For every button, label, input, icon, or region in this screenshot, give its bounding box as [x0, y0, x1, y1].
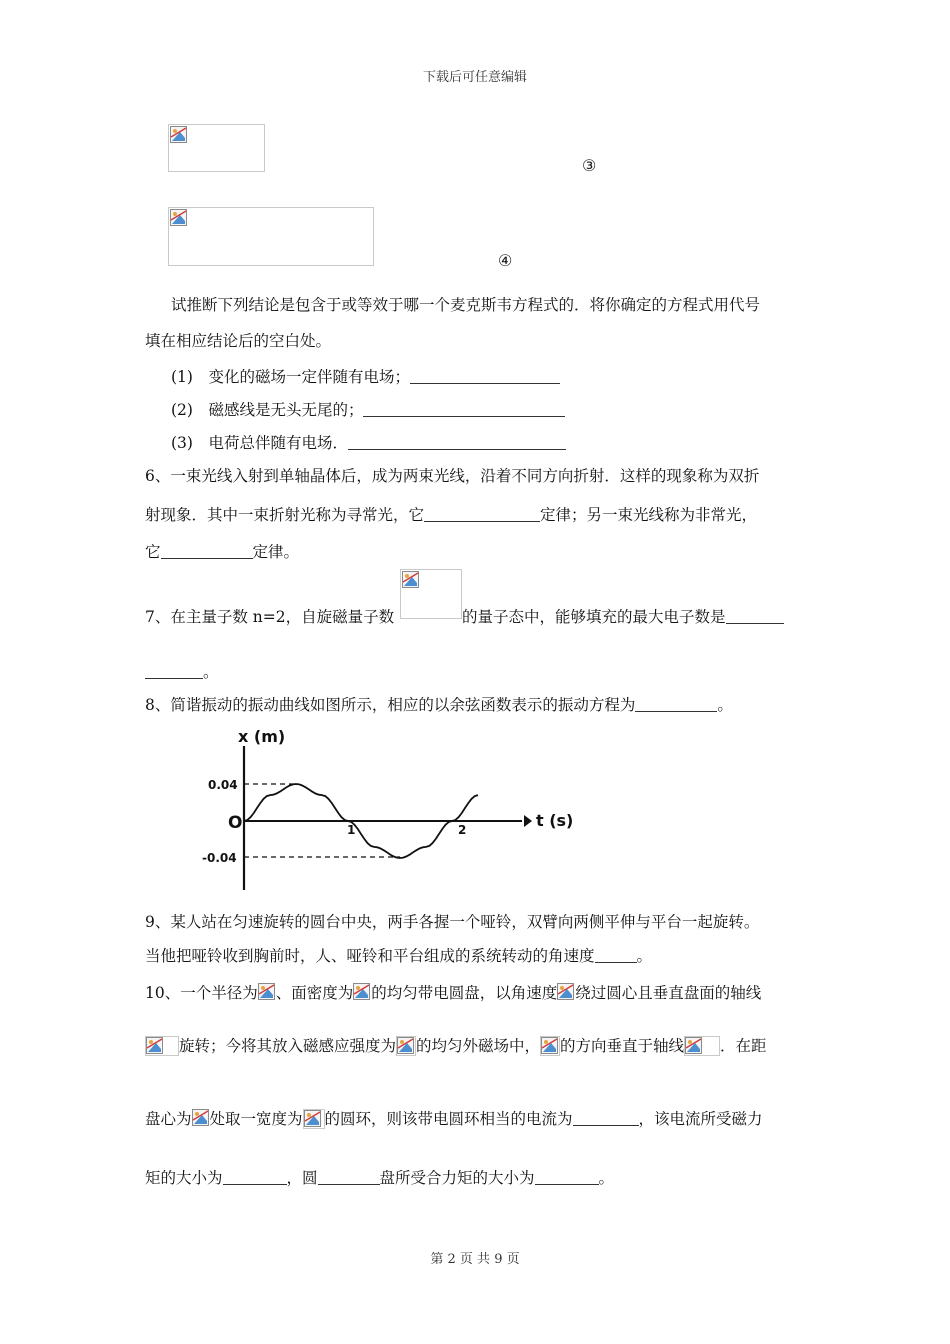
answer-blank[interactable] [363, 401, 565, 418]
x-tick-label-1: 1 [347, 823, 356, 837]
q5-item-3-text: (3) 电荷总伴随有电场． [171, 434, 348, 452]
q10-line-2 [145, 1034, 767, 1056]
q10-l1a: 10、一个半径为 [145, 984, 258, 1002]
q6-line-3 [145, 540, 299, 562]
q10-l4a: 矩的大小为 [145, 1169, 223, 1187]
q10-line-3 [145, 1107, 763, 1129]
q10-l4c: 盘所受合力矩的大小为 [379, 1169, 535, 1187]
q6-line-2-b: 定律；另一束光线称为非常光， [540, 506, 758, 524]
answer-blank[interactable] [223, 1169, 287, 1186]
q10-l2d: ．在距 [720, 1037, 767, 1055]
q10-l2c: 的方向垂直于轴线 [560, 1037, 685, 1055]
q5-item-1-text: (1) 变化的磁场一定伴随有电场； [171, 368, 410, 386]
width-symbol-image [303, 1109, 325, 1129]
q10-line-1 [145, 981, 761, 1003]
page-footer: 第 2 页 共 9 页 [430, 1252, 520, 1267]
q6-line-3-a: 它 [145, 543, 161, 561]
broken-image-icon [170, 209, 188, 227]
q7-text-c: 。 [203, 663, 219, 681]
broken-image-icon [304, 1110, 322, 1128]
axis-line-symbol-image [684, 1036, 720, 1056]
answer-blank[interactable] [161, 543, 253, 560]
q9-line-2 [145, 944, 652, 966]
q5-item-1 [171, 365, 560, 387]
y-tick-label-max: 0.04 [208, 778, 238, 792]
q8-end: 。 [717, 696, 733, 714]
q10-l1d: 绕过圆心且垂直盘面的轴线 [575, 984, 762, 1002]
q10-line-4 [145, 1166, 614, 1188]
answer-blank[interactable] [348, 434, 566, 451]
q5-intro-line-1: 试推断下列结论是包含于或等效于哪一个麦克斯韦方程式的．将你确定的方程式用代号 [171, 296, 761, 314]
equation-3-image [168, 124, 265, 172]
answer-blank[interactable] [410, 368, 560, 385]
page-header: 下载后可任意编辑 [422, 70, 527, 85]
vibration-curve-chart [190, 718, 590, 896]
q7-line-1 [462, 605, 784, 627]
q7-text-a: 7、在主量子数 n=2，自旋磁量子数 [145, 608, 395, 626]
q7-line-2 [145, 660, 219, 682]
q10-l3b: 处取一宽度为 [209, 1110, 303, 1128]
broken-image-icon [402, 571, 420, 589]
q6-line-3-b: 定律。 [252, 543, 300, 561]
broken-image-icon [397, 1037, 415, 1055]
equation-marker-3: ③ [582, 156, 597, 175]
q6-line-1: 6、一束光线入射到单轴晶体后，成为两束光线，沿着不同方向折射．这样的现象称为双折 [145, 467, 760, 485]
distance-symbol-image [192, 1109, 210, 1127]
q7-text-b: 的量子态中，能够填充的最大电子数是 [462, 608, 726, 626]
broken-image-icon [685, 1037, 703, 1055]
y-axis-label: x (m) [238, 727, 286, 746]
q9-line-1: 9、某人站在匀速旋转的圆台中央，两手各握一个哑铃，双臂向两侧平伸与平台一起旋转。 [145, 913, 760, 931]
x-tick-label-2: 2 [458, 823, 467, 837]
q10-l4d: 。 [598, 1169, 615, 1187]
q10-l4b: ，圆 [286, 1169, 318, 1187]
q9-text: 当他把哑铃收到胸前时，人、哑铃和平台组成的系统转动的角速度 [145, 947, 595, 965]
broken-image-icon [146, 1037, 164, 1055]
origin-label: O [228, 813, 243, 833]
magnetic-field-symbol-image [396, 1036, 416, 1056]
answer-blank[interactable] [635, 696, 717, 713]
angular-velocity-symbol-image [557, 983, 575, 1001]
q10-l3a: 盘心为 [145, 1110, 192, 1128]
answer-blank[interactable] [424, 506, 540, 523]
q10-l3d: ，该电流所受磁力 [638, 1110, 763, 1128]
spin-quantum-number-image [400, 569, 462, 619]
answer-blank[interactable] [573, 1110, 639, 1127]
q8-text: 8、简谐振动的振动曲线如图所示，相应的以余弦函数表示的振动方程为 [145, 696, 636, 714]
answer-blank[interactable] [726, 608, 784, 625]
answer-blank[interactable] [535, 1169, 599, 1186]
q6-line-2-a: 射现象．其中一束折射光称为寻常光，它 [145, 506, 425, 524]
q10-l1b: 、面密度为 [275, 984, 354, 1002]
equation-marker-4: ④ [498, 251, 513, 270]
broken-image-icon [170, 126, 188, 144]
x-axis-arrow [524, 815, 532, 827]
equation-4-image [168, 207, 374, 266]
surface-density-symbol-image [353, 983, 371, 1001]
q9-end: 。 [636, 947, 653, 965]
x-axis-label: t (s) [536, 811, 574, 830]
q5-item-2 [171, 398, 565, 420]
radius-symbol-image [258, 983, 276, 1001]
q10-l1c: 的均匀带电圆盘，以角速度 [371, 984, 558, 1002]
q10-l2b: 的均匀外磁场中， [416, 1037, 541, 1055]
q5-item-2-text: (2) 磁感线是无头无尾的； [171, 401, 364, 419]
q6-line-2 [145, 503, 757, 525]
q8-line [145, 693, 733, 715]
answer-blank[interactable] [318, 1169, 380, 1186]
q10-l2a: 旋转；今将其放入磁感应强度为 [179, 1037, 397, 1055]
q5-item-3 [171, 431, 566, 453]
q5-intro-line-2: 填在相应结论后的空白处。 [145, 332, 332, 350]
answer-blank[interactable] [595, 947, 637, 964]
answer-blank[interactable] [145, 663, 203, 680]
q10-l3c: 的圆环，则该带电圆环相当的电流为 [324, 1110, 573, 1128]
broken-image-icon [541, 1037, 559, 1055]
axis-symbol-image [145, 1036, 179, 1056]
field-vector-symbol-image [540, 1036, 560, 1056]
y-tick-label-min: -0.04 [202, 851, 237, 865]
